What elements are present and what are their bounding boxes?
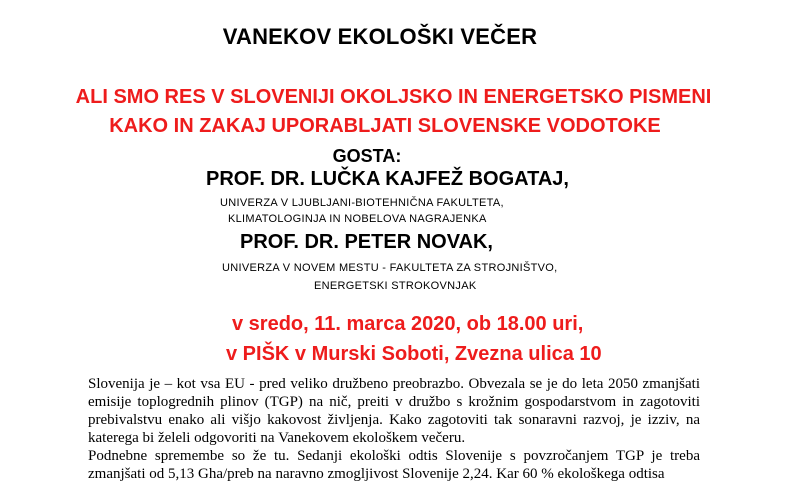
subtitle-line-1: ALI SMO RES V SLOVENIJI OKOLJSKO IN ENERGETSKO PISMENI	[75, 86, 712, 108]
event-date: v sredo, 11. marca 2020, ob 18.00 uri,	[232, 313, 584, 335]
body-text	[88, 375, 700, 483]
guest-1-affiliation-line-1: UNIVERZA V LJUBLJANI-BIOTEHNIČNA FAKULTETA,	[220, 197, 504, 209]
subtitle-line-2: KAKO IN ZAKAJ UPORABLJATI SLOVENSKE VODOTOKE	[109, 115, 661, 137]
document-title: VANEKOV EKOLOŠKI VEČER	[222, 24, 538, 49]
guest-2-affiliation-line-2: ENERGETSKI STROKOVNJAK	[314, 280, 477, 292]
event-location: v PIŠK v Murski Soboti, Zvezna ulica 10	[226, 343, 602, 365]
guest-2-name: PROF. DR. PETER NOVAK,	[240, 231, 493, 253]
guest-2-affiliation-line-1: UNIVERZA V NOVEM MESTU - FAKULTETA ZA STROJNIŠTVO,	[222, 262, 558, 274]
guest-1-name: PROF. DR. LUČKA KAJFEŽ BOGATAJ,	[206, 168, 569, 190]
guest-1-affiliation-line-2: KLIMATOLOGINJA IN NOBELOVA NAGRAJENKA	[228, 213, 487, 225]
paragraph-1: Slovenija je – kot vsa EU - pred veliko družbeno preobrazbo. Obvezala se je do leta 2050 zmanjšati emisije toplogrednih plinov (TGP) na nič, preiti v družbo s krožnim gospodarstvom in zagotoviti prebivalstvu enako ali višjo kakovost življenja. Kako zagotoviti tak sonaravni razvoj, je izziv, na katerega bi želeli odgovoriti na Vanekovem ekološkem večeru.	[88, 376, 700, 446]
guests-label: GOSTA:	[332, 146, 402, 166]
paragraph-2: Podnebne spremembe so že tu. Sedanji ekološki odtis Slovenije s povzročanjem TGP je treba zmanjšati od 5,13 Gha/preb na naravno zmogljivost Slovenije 2,24. Kar 60 % ekološkega odtisa	[88, 448, 700, 482]
